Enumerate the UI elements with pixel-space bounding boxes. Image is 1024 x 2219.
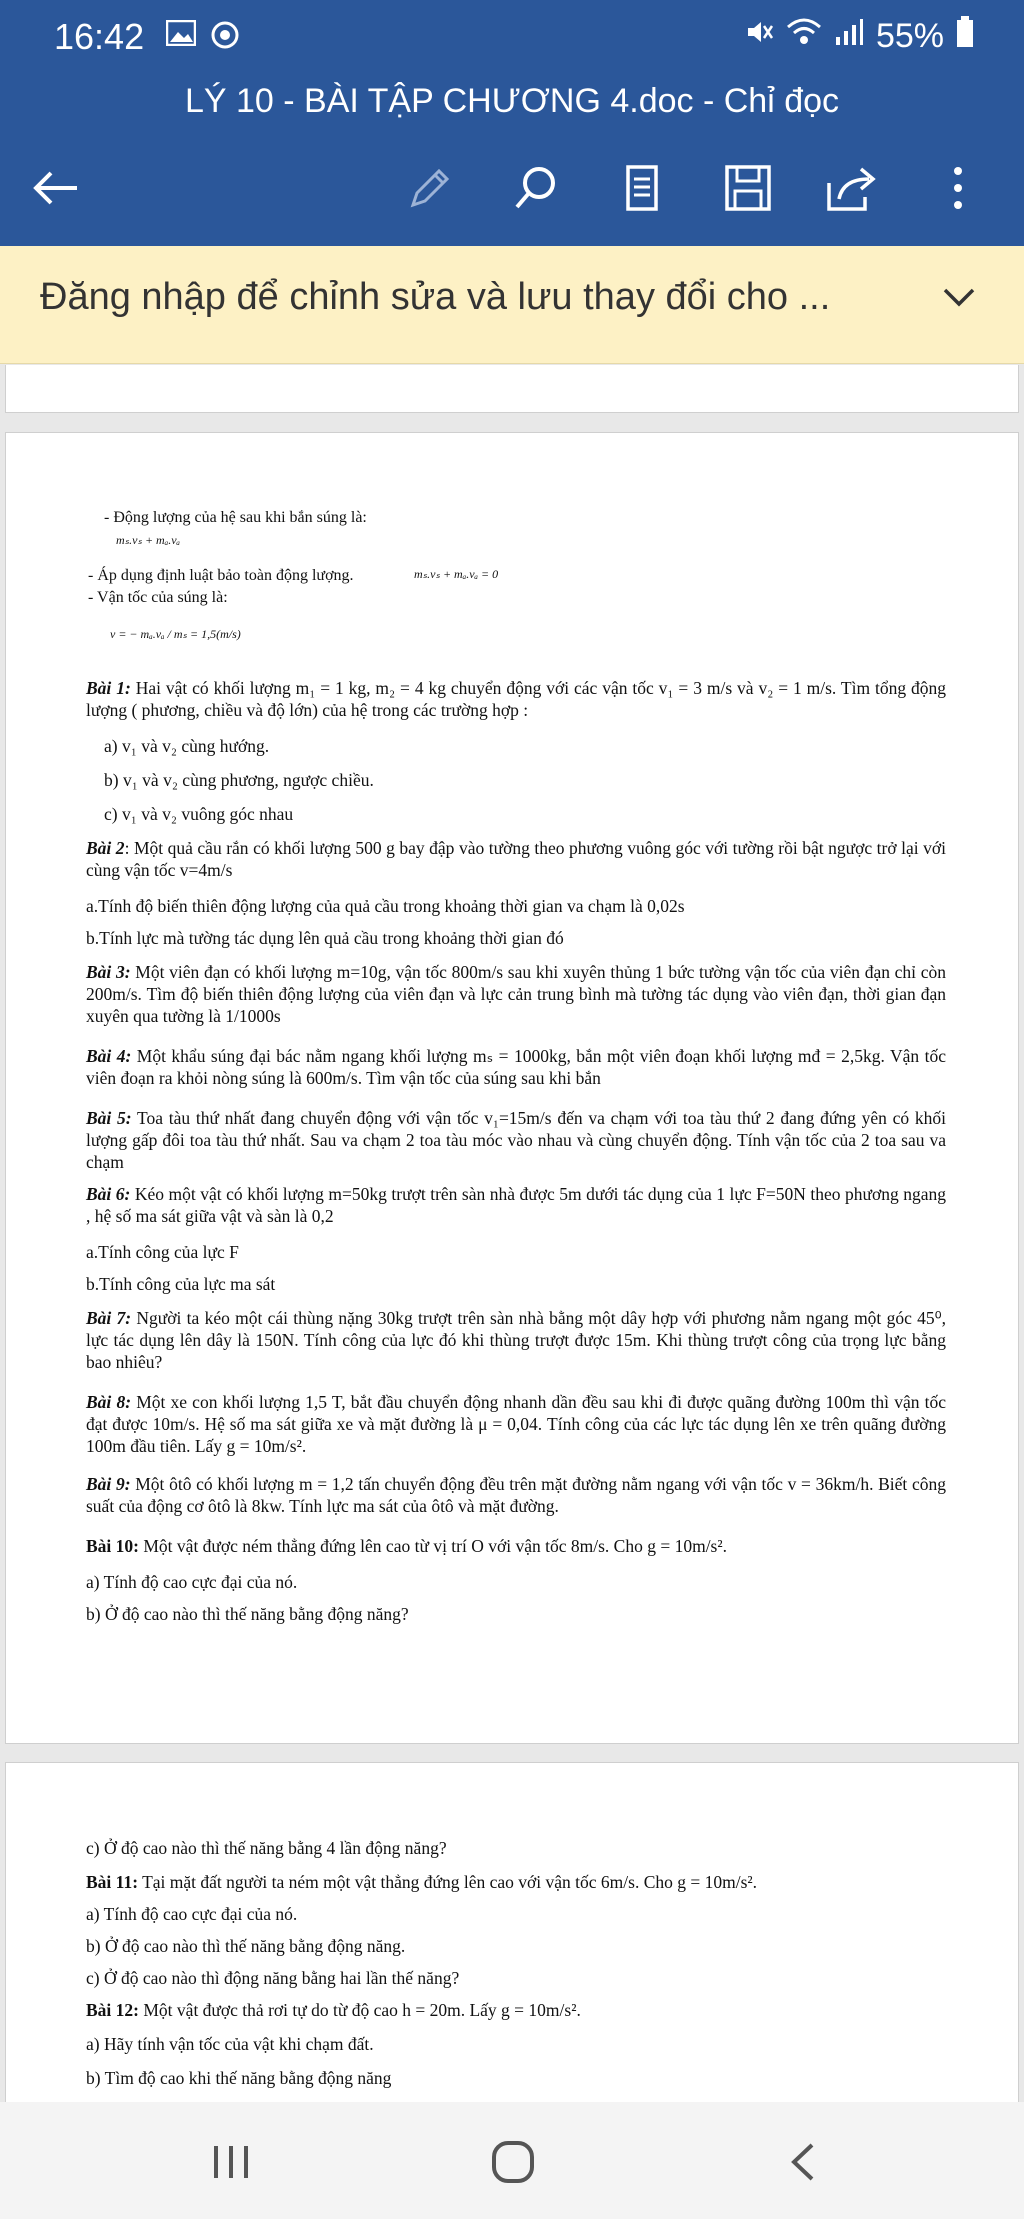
exercise-2: Bài 2: Một quả cầu rắn có khối lượng 500 g bay đập vào tường theo phương vuông góc với tường rồi bật ngược trở lại với cùng vận tốc v=4m/s (86, 838, 946, 880)
wifi-icon (786, 17, 822, 56)
reading-view-icon[interactable] (612, 158, 672, 218)
doc-line: c) Ở độ cao nào thì thế năng bằng 4 lần động năng? (86, 1838, 447, 1858)
doc-line: b) Ở độ cao nào thì thế năng bằng động năng. (86, 1936, 406, 1956)
exercise-7: Bài 7: Người ta kéo một cái thùng nặng 30kg trượt trên sàn nhà bằng một dây hợp với phương nằm ngang một góc 45⁰, lực tác dụng lên dây là 150N. Tính công của lực đó khi thùng trượt được 15m. Khi thùng trượt công của trọng lực bằng bao nhiêu? (86, 1308, 946, 1372)
signal-icon (834, 17, 864, 56)
exercise-9: Bài 9: Một ôtô có khối lượng m = 1,2 tấn chuyển động đều trên mặt đường nằm ngang với vận tốc v = 36km/h. Biết công suất của động cơ ôtô là 8kw. Tính lực ma sát của ôtô và mặt đường. (86, 1474, 946, 1516)
exercise-3: Bài 3: Một viên đạn có khối lượng m=10g, vận tốc 800m/s sau khi xuyên thủng 1 bức tường vận tốc của viên đạn chỉ còn 200m/s. Tìm độ biến thiên động lượng của viên đạn và lực cản trung bình mà tường tác dụng vào viên đạn, thời gian đạn xuyên qua tường là 1/1000s (86, 962, 946, 1026)
home-icon[interactable] (478, 2132, 548, 2192)
doc-formula: v = − mₐ.vₐ / mₛ = 1,5(m/s) (110, 627, 241, 641)
exercise-10: Bài 10: Một vật được ném thẳng đứng lên cao từ vị trí O với vận tốc 8m/s. Cho g = 10m/s². (86, 1536, 727, 1556)
recent-apps-icon[interactable] (196, 2132, 266, 2192)
doc-line: a.Tính độ biến thiên động lượng của quả cầu trong khoảng thời gian va chạm là 0,02s (86, 896, 685, 916)
doc-line: c) v₁ và v₂ vuông góc nhau (104, 804, 294, 824)
exercise-8: Bài 8: Một xe con khối lượng 1,5 T, bắt đầu chuyển động nhanh dần đều sau khi đi được quãng đường 100m thì vận tốc đạt được 10m/s. Hệ số ma sát giữa xe và mặt đường là μ = 0,04. Tính công của các lực tác dụng lên xe trên quãng đường 100m đầu tiên. Lấy g = 10m/s². (86, 1392, 946, 1456)
doc-line: a.Tính công của lực F (86, 1242, 239, 1262)
doc-line: - Động lượng của hệ sau khi bắn súng là: (104, 509, 367, 526)
sync-icon (210, 20, 240, 54)
back-arrow-icon[interactable] (26, 158, 86, 218)
exercise-1: Bài 1: Hai vật có khối lượng m₁ = 1 kg, m₂ = 4 kg chuyển động với các vận tốc v₁ = 3 m/s và v₂ = 1 m/s. Tìm tổng động lượng ( phương, chiều và độ lớn) của hệ trong các trường hợp : (86, 678, 946, 720)
more-icon[interactable] (928, 158, 988, 218)
exercise-4: Bài 4: Một khẩu súng đại bác nằm ngang khối lượng mₛ = 1000kg, bắn một viên đoạn khối lượng mđ = 2,5kg. Vận tốc viên đoạn ra khỏi nòng súng là 600m/s. Tìm vận tốc của súng sau khi bắn (86, 1046, 946, 1088)
doc-line: c) Ở độ cao nào thì động năng bằng hai lần thế năng? (86, 1968, 460, 1988)
exercise-12: Bài 12: Một vật được thả rơi tự do từ độ cao h = 20m. Lấy g = 10m/s². (86, 2000, 581, 2020)
toolbar (0, 150, 1024, 222)
doc-line: b) v₁ và v₂ cùng phương, ngược chiều. (104, 770, 374, 790)
doc-line: a) Tính độ cao cực đại của nó. (86, 1572, 298, 1592)
exercise-11: Bài 11: Tại mặt đất người ta ném một vật thẳng đứng lên cao với vận tốc 6m/s. Cho g = 10m/s². (86, 1872, 758, 1892)
doc-line: b) Tìm độ cao khi thế năng bằng động năng (86, 2068, 392, 2088)
chevron-down-icon[interactable] (942, 286, 976, 312)
exercise-6: Bài 6: Kéo một vật có khối lượng m=50kg trượt trên sàn nhà được 5m dưới tác dụng của 1 lực F=50N theo phương ngang , hệ số ma sát giữa vật và sàn là 0,2 (86, 1184, 946, 1226)
document-page[interactable] (5, 1762, 1019, 2102)
doc-line: - Vận tốc của súng là: (88, 589, 228, 606)
edit-pencil-icon[interactable] (400, 158, 460, 218)
doc-line: b) Ở độ cao nào thì thế năng bằng động năng? (86, 1604, 409, 1624)
doc-line: a) Tính độ cao cực đại của nó. (86, 1904, 298, 1924)
doc-line: a) v₁ và v₂ cùng hướng. (104, 736, 270, 756)
exercise-5: Bài 5: Toa tàu thứ nhất đang chuyển động với vận tốc v₁=15m/s đến va chạm với toa tàu thứ 2 đang đứng yên có khối lượng gấp đôi toa tàu thứ nhất. Sau va chạm 2 toa tàu móc vào nhau và cùng chuyển động. Tính vận tốc của 2 toa sau va chạm (86, 1108, 947, 1172)
search-icon[interactable] (506, 158, 566, 218)
status-bar (0, 0, 1024, 76)
doc-line: - Áp dụng định luật bảo toàn động lượng. (88, 567, 354, 584)
sign-in-banner[interactable] (0, 246, 1024, 364)
doc-line: a) Hãy tính vận tốc của vật khi chạm đất. (86, 2034, 374, 2054)
document-page[interactable] (5, 432, 1019, 1744)
system-nav-bar (0, 2102, 1024, 2219)
mute-icon (744, 17, 774, 56)
save-icon[interactable] (718, 158, 778, 218)
doc-line: b.Tính công của lực ma sát (86, 1274, 276, 1294)
sign-in-banner-text: Đăng nhập để chỉnh sửa và lưu thay đổi cho ... (40, 276, 831, 318)
doc-formula: mₛ.vₛ + mₐ.vₐ (116, 533, 181, 547)
doc-line: b.Tính lực mà tường tác dụng lên quả cầu trong khoảng thời gian đó (86, 928, 564, 948)
back-icon[interactable] (768, 2132, 838, 2192)
app-header (0, 0, 1024, 246)
status-time: 16:42 (54, 16, 145, 57)
document-title: LÝ 10 - BÀI TẬP CHƯƠNG 4.doc - Chỉ đọc (184, 82, 840, 120)
battery-icon (956, 16, 974, 57)
battery-text: 55% (875, 17, 944, 55)
gallery-icon (166, 20, 196, 54)
doc-formula: mₛ.vₛ + mₐ.vₐ = 0 (414, 567, 499, 581)
share-icon[interactable] (822, 158, 882, 218)
document-page-previous (5, 365, 1019, 413)
